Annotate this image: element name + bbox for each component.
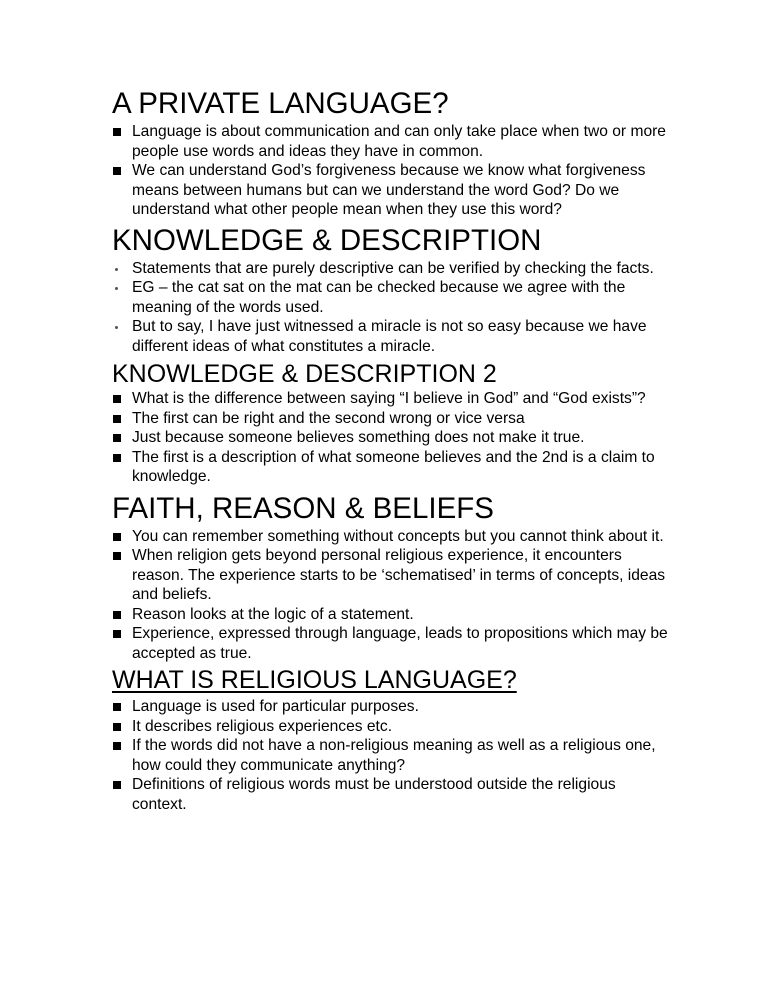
section-heading: KNOWLEDGE & DESCRIPTION — [112, 223, 542, 257]
list-item-text: The first is a description of what someone believes and the 2nd is a claim to knowledge. — [132, 448, 655, 485]
square-bullet-icon — [113, 742, 121, 750]
section-knowledge-description-2 — [112, 359, 672, 487]
list-item — [112, 717, 672, 737]
list-item — [112, 697, 672, 717]
list-item — [112, 278, 672, 317]
list-item-text: But to say, I have just witnessed a miracle is not so easy because we have different ideas of what constitutes a miracle. — [132, 318, 647, 355]
list-item — [112, 546, 672, 605]
list-item — [112, 409, 672, 429]
list-item — [112, 122, 672, 161]
list-item-text: You can remember something without concepts but you cannot think about it. — [132, 527, 664, 545]
list-item — [112, 775, 672, 814]
list-item — [112, 317, 672, 356]
list-item-text: Language is used for particular purposes. — [132, 698, 419, 715]
list-item-text: Just because someone believes something does not make it true. — [132, 429, 585, 446]
list-item — [112, 605, 672, 625]
dot-bullet-icon — [115, 268, 118, 271]
list-item — [112, 527, 672, 547]
bullet-list — [112, 259, 672, 357]
list-item — [112, 624, 672, 663]
section-heading: A PRIVATE LANGUAGE? — [112, 87, 449, 120]
list-item-text: EG – the cat sat on the mat can be checked because we agree with the meaning of the words used. — [132, 279, 626, 316]
section-private-language — [112, 86, 672, 220]
square-bullet-icon — [113, 781, 121, 789]
square-bullet-icon — [113, 552, 121, 560]
square-bullet-icon — [113, 630, 121, 638]
section-heading: WHAT IS RELIGIOUS LANGUAGE? — [112, 666, 517, 694]
list-item-text: Statements that are purely descriptive can be verified by checking the facts. — [132, 259, 654, 277]
list-item-text: The first can be right and the second wrong or vice versa — [132, 409, 525, 427]
dot-bullet-icon — [115, 326, 118, 329]
list-item — [112, 448, 672, 487]
bullet-list — [112, 122, 672, 220]
square-bullet-icon — [113, 703, 121, 711]
list-item — [112, 161, 672, 220]
list-item — [112, 259, 672, 279]
list-item-text: When religion gets beyond personal religious experience, it encounters reason. The experience starts to be ‘schematised’ in terms of concepts, ideas and beliefs. — [132, 547, 666, 603]
section-faith-reason-beliefs — [112, 491, 672, 664]
list-item — [112, 428, 672, 448]
section-knowledge-description — [112, 223, 672, 357]
square-bullet-icon — [113, 434, 121, 442]
dot-bullet-icon — [115, 287, 118, 290]
list-item-text: It describes religious experiences etc. — [132, 717, 393, 735]
list-item-text: Reason looks at the logic of a statement. — [132, 605, 414, 623]
square-bullet-icon — [113, 395, 121, 403]
list-item-text: Definitions of religious words must be understood outside the religious context. — [132, 776, 616, 813]
document-page — [112, 86, 672, 814]
square-bullet-icon — [113, 723, 121, 731]
list-item — [112, 389, 672, 409]
square-bullet-icon — [113, 415, 121, 423]
square-bullet-icon — [113, 128, 121, 136]
bullet-list — [112, 389, 672, 487]
list-item-text: What is the difference between saying “I believe in God” and “God exists”? — [132, 390, 646, 407]
list-item-text: If the words did not have a non-religious meaning as well as a religious one, how could they communicate anything? — [132, 737, 656, 774]
square-bullet-icon — [113, 533, 121, 541]
list-item — [112, 736, 672, 775]
list-item-text: Experience, expressed through language, leads to propositions which may be accepted as true. — [132, 625, 668, 662]
section-religious-language — [112, 665, 672, 814]
bullet-list — [112, 697, 672, 814]
list-item-text: Language is about communication and can only take place when two or more people use words and ideas they have in common. — [132, 123, 666, 160]
bullet-list — [112, 527, 672, 664]
square-bullet-icon — [113, 167, 121, 175]
square-bullet-icon — [113, 611, 121, 619]
square-bullet-icon — [113, 454, 121, 462]
list-item-text: We can understand God’s forgiveness because we know what forgiveness means between humans but can we understand the word God? Do we understand what other people mean when they use this word? — [132, 162, 646, 218]
section-heading: KNOWLEDGE & DESCRIPTION 2 — [112, 360, 497, 388]
section-heading: FAITH, REASON & BELIEFS — [112, 491, 494, 525]
